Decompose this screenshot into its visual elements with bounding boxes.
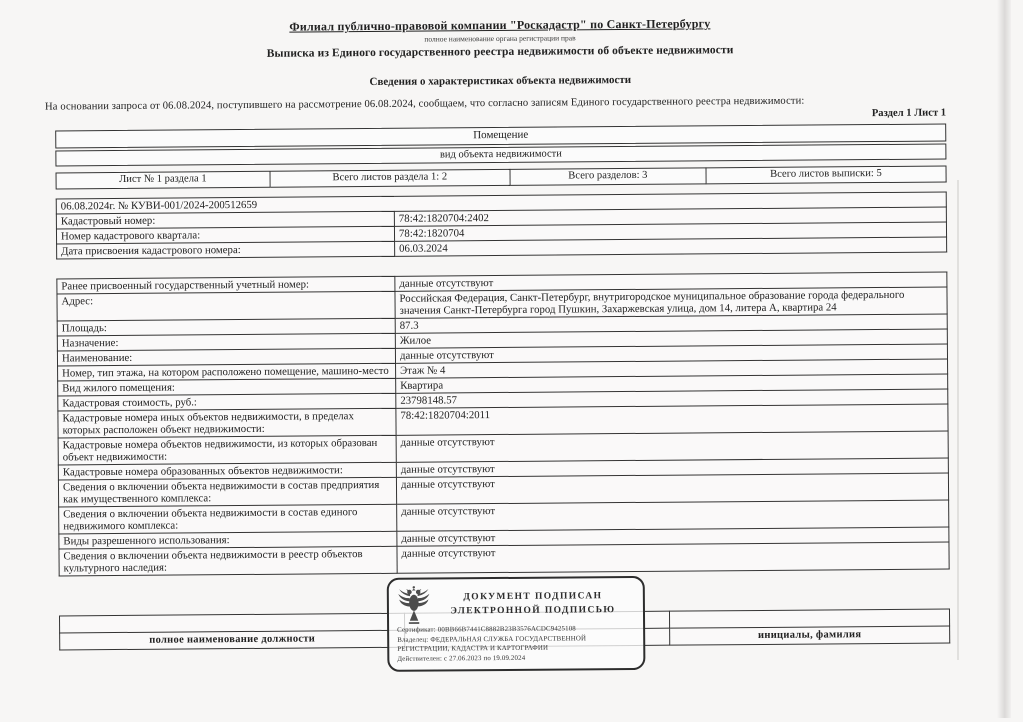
row-label: Сведения о включении объекта недвижимости в состав единого недвижимого комплекса: [59, 504, 397, 534]
row-label: Площадь: [57, 318, 395, 336]
row-value: Российская Федерация, Санкт-Петербург, внутригородское муниципальное образование города федерального значения Санкт-Петербурга город Пушкин, Захаржевская улица, дом 14, литера А, квартира 24 [395, 287, 947, 318]
row-value: данные отсутствуют [396, 431, 948, 462]
row-label: Номер кадастрового квартала: [56, 226, 394, 244]
document-title: Выписка из Единого государственного реестра недвижимости об объекте недвижимости [266, 44, 734, 60]
document-header [44, 14, 947, 125]
stamp-title-line2: ЭЛЕКТРОННОЙ ПОДПИСЬЮ [450, 605, 616, 617]
row-value: Квартира [396, 374, 948, 393]
row-value: данные отсутствуют [395, 272, 947, 291]
row-label: Сведения о включении объекта недвижимости в реестр объектов культурного наследия: [59, 546, 397, 576]
row-value: 78:42:1820704:2402 [394, 207, 946, 226]
validity-value: с 27.06.2023 по 19.09.2024 [443, 654, 526, 663]
row-value: данные отсутствуют [397, 542, 949, 573]
row-label: Наименование: [57, 348, 395, 366]
signature-name-field [669, 609, 949, 628]
name-caption: инициалы, фамилия [670, 626, 950, 645]
sheet-cell-list-number: Лист № 1 раздела 1 [56, 171, 271, 190]
sheet-info-row [56, 165, 947, 189]
row-value: Этаж № 4 [396, 359, 948, 378]
section-page-label: Раздел 1 Лист 1 [871, 107, 947, 120]
stamp-owner-line [397, 634, 635, 654]
row-value: 06.03.2024 [395, 237, 947, 256]
row-value: данные отсутствуют [397, 527, 949, 546]
validity-label: Действителен: [397, 655, 443, 663]
row-value: Жилое [395, 329, 947, 348]
digital-signature-stamp [387, 576, 646, 672]
row-label: Кадастровые номера образованных объектов недвижимости: [58, 462, 396, 480]
coat-of-arms-eagle-icon [397, 585, 431, 625]
sheet-cell-total-section-sheets: Всего листов раздела 1: 2 [270, 169, 510, 188]
row-value: данные отсутствуют [396, 473, 948, 504]
table-row [59, 542, 949, 576]
request-number-cell: 06.08.2024г. № КУВИ-001/2024-200512659 [56, 192, 946, 214]
stamp-title-line1: ДОКУМЕНТ ПОДПИСАН [463, 591, 603, 603]
org-name-caption: полное наименование органа регистрации прав [424, 33, 576, 44]
row-label: Сведения о включении объекта недвижимости в состав предприятия как имущественного комплекса: [58, 477, 396, 507]
position-caption: полное наименование должности [60, 630, 405, 650]
owner-label: Владелец: [397, 636, 429, 644]
row-label: Виды разрешенного использования: [59, 531, 397, 549]
row-value: 23798148.57 [396, 389, 948, 408]
row-label: Ранее присвоенный государственный учетный номер: [57, 276, 395, 294]
signature-area [59, 571, 951, 696]
stamp-certificate-line [397, 624, 635, 635]
owner-value: ФЕДЕРАЛЬНАЯ СЛУЖБА ГОСУДАРСТВЕННОЙ РЕГИСТРАЦИИ, КАДАСТРА И КАРТОГРАФИИ [397, 635, 587, 653]
object-details-table [56, 271, 949, 576]
row-value: данные отсутствуют [395, 344, 947, 363]
row-label: Вид жилого помещения: [58, 378, 396, 396]
certificate-value: 00BB66B7441C8882B23B3576ACDC9425108 [437, 625, 576, 634]
org-name: Филиал публично-правовой компании "Роскадастр" по Санкт-Петербургу [289, 16, 711, 34]
row-value: 78:42:1820704 [394, 222, 946, 241]
request-basis-line: На основании запроса от 06.08.2024, поступившего на рассмотрение 06.08.2024, сообщаем, что согласно записям Единого государственного реестра недвижимости: [44, 95, 805, 113]
certificate-label: Сертификат: [397, 626, 436, 634]
row-value: 87.3 [395, 314, 947, 333]
sheet-cell-total-sections: Всего разделов: 3 [510, 167, 706, 186]
row-label: Кадастровые номера иных объектов недвижимости, в пределах которых расположен объект недвижимости: [58, 408, 396, 438]
section-title: Сведения о характеристиках объекта недвижимости [369, 73, 632, 89]
row-label: Кадастровая стоимость, руб.: [58, 393, 396, 411]
object-type-caption-cell: вид объекта недвижимости [55, 143, 946, 166]
row-value: данные отсутствуют [396, 458, 948, 477]
request-info-table [56, 191, 947, 259]
row-label: Назначение: [57, 333, 395, 351]
row-label: Дата присвоения кадастрового номера: [57, 241, 395, 259]
row-label: Адрес: [57, 291, 395, 321]
sheet-cell-total-extract-sheets: Всего листов выписки: 5 [706, 165, 946, 184]
row-label: Номер, тип этажа, на котором расположено помещение, машино-место [58, 363, 396, 381]
row-label: Кадастровый номер: [56, 211, 394, 229]
object-type-cell: Помещение [55, 123, 946, 148]
stamp-validity-line [397, 653, 635, 664]
row-value: данные отсутствуют [397, 500, 949, 531]
row-label: Кадастровые номера объектов недвижимости, из которых образован объект недвижимости: [58, 435, 396, 465]
row-value: 78:42:1820704:2011 [396, 404, 948, 435]
